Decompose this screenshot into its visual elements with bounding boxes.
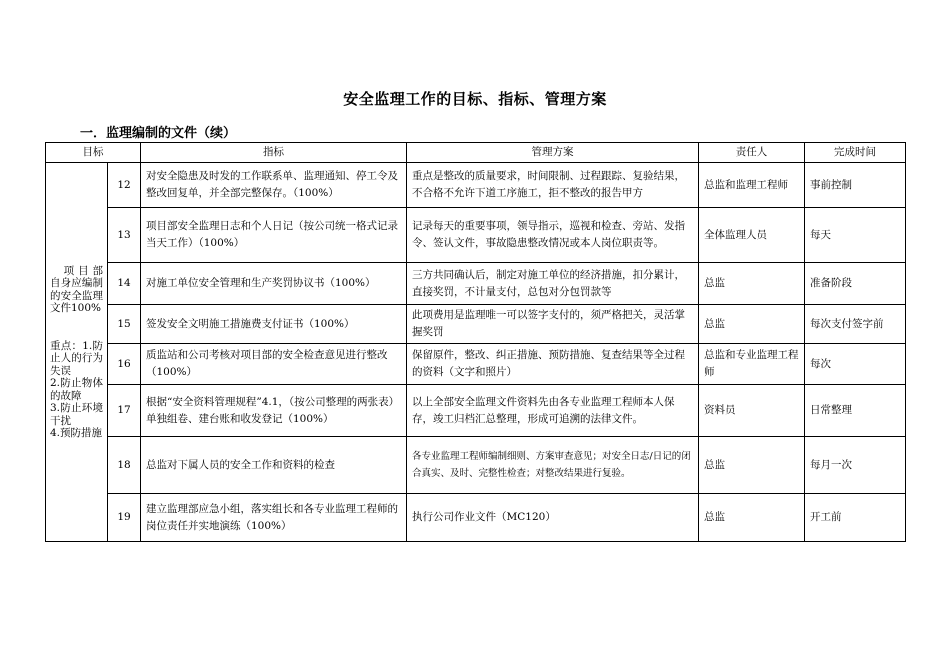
plan-cell: 三方共同确认后，制定对施工单位的经济措施，扣分累计，直接奖罚，不计量支付，总包对分包罚款等 xyxy=(407,263,699,305)
row-number: 13 xyxy=(108,208,141,263)
plan-cell: 以上全部安全监理文件资料先由各专业监理工程师本人保存，竣工归档汇总整理，形成可追溯的法律文件。 xyxy=(407,385,699,437)
time-cell: 事前控制 xyxy=(805,163,906,208)
row-number: 15 xyxy=(108,305,141,344)
indicator-cell: 质监站和公司考核对项目部的安全检查意见进行整改（100%） xyxy=(141,344,407,385)
time-cell: 每月一次 xyxy=(805,437,906,494)
goal-focus: 4.预防措施 xyxy=(50,427,103,439)
indicator-cell: 根据“安全资料管理规程”4.1，（按公司整理的两张表）单独组卷、建台账和收发登记（100%） xyxy=(141,385,407,437)
table-row xyxy=(46,385,906,437)
header-time: 完成时间 xyxy=(805,143,906,163)
indicator-cell: 建立监理部应急小组，落实组长和各专业监理工程师的岗位责任并实地演练（100%） xyxy=(141,494,407,542)
table-row xyxy=(46,305,906,344)
indicator-cell: 签发安全文明施工措施费支付证书（100%） xyxy=(141,305,407,344)
header-indicator: 指标 xyxy=(141,143,407,163)
person-cell: 总监 xyxy=(699,437,805,494)
time-cell: 准备阶段 xyxy=(805,263,906,305)
row-number: 17 xyxy=(108,385,141,437)
table-row xyxy=(46,208,906,263)
table-header-row xyxy=(46,143,906,163)
plan-cell: 此项费用是监理唯一可以签字支付的，须严格把关，灵活掌握奖罚 xyxy=(407,305,699,344)
goal-focus: 重点：1.防止人的行为失误 xyxy=(50,339,103,377)
plan-cell: 重点是整改的质量要求，时间限制、过程跟踪、复验结果，不合格不允许下道工序施工，拒不整改的报告甲方 xyxy=(407,163,699,208)
goal-cell xyxy=(46,163,108,542)
plan-table xyxy=(45,142,906,542)
time-cell: 每次 xyxy=(805,344,906,385)
row-number: 14 xyxy=(108,263,141,305)
indicator-cell: 对施工单位安全管理和生产奖罚协议书（100%） xyxy=(141,263,407,305)
person-cell: 资料员 xyxy=(699,385,805,437)
table-row xyxy=(46,437,906,494)
plan-cell: 记录每天的重要事项，领导指示，巡视和检查、旁站、发指令、签认文件，事故隐患整改情况或本人岗位职责等。 xyxy=(407,208,699,263)
time-cell: 日常整理 xyxy=(805,385,906,437)
section-heading: 一．监理编制的文件（续） xyxy=(80,126,237,141)
table-row xyxy=(46,163,906,208)
person-cell: 总监 xyxy=(699,263,805,305)
header-person: 责任人 xyxy=(699,143,805,163)
time-cell: 每次支付签字前 xyxy=(805,305,906,344)
row-number: 12 xyxy=(108,163,141,208)
person-cell: 总监和监理工程师 xyxy=(699,163,805,208)
goal-focus: 3.防止环境干扰 xyxy=(50,402,103,427)
header-plan: 管理方案 xyxy=(407,143,699,163)
time-cell: 每天 xyxy=(805,208,906,263)
person-cell: 总监和专业监理工程师 xyxy=(699,344,805,385)
plan-cell: 各专业监理工程师编制细则、方案审查意见；对安全日志/日记的闭合真实、及时、完整性检查；对整改结果进行复验。 xyxy=(407,437,699,494)
header-goal: 目标 xyxy=(46,143,141,163)
time-cell: 开工前 xyxy=(805,494,906,542)
table-row xyxy=(46,494,906,542)
person-cell: 总监 xyxy=(699,305,805,344)
row-number: 19 xyxy=(108,494,141,542)
person-cell: 总监 xyxy=(699,494,805,542)
document-title: 安全监理工作的目标、指标、管理方案 xyxy=(343,90,607,108)
row-number: 18 xyxy=(108,437,141,494)
plan-cell: 执行公司作业文件（MC120） xyxy=(407,494,699,542)
plan-cell: 保留原件，整改、纠正措施、预防措施、复查结果等全过程的资料（文字和照片） xyxy=(407,344,699,385)
indicator-cell: 对安全隐患及时发的工作联系单、监理通知、停工令及整改回复单，并全部完整保存。（100%） xyxy=(141,163,407,208)
table-row xyxy=(46,263,906,305)
goal-focus: 2.防止物体的故障 xyxy=(50,377,103,402)
row-number: 16 xyxy=(108,344,141,385)
goal-text: 项目部自身应编制的安全监理文件100% xyxy=(50,264,103,314)
person-cell: 全体监理人员 xyxy=(699,208,805,263)
indicator-cell: 总监对下属人员的安全工作和资料的检查 xyxy=(141,437,407,494)
indicator-cell: 项目部安全监理日志和个人日记（按公司统一格式记录当天工作）（100%） xyxy=(141,208,407,263)
table-row xyxy=(46,344,906,385)
